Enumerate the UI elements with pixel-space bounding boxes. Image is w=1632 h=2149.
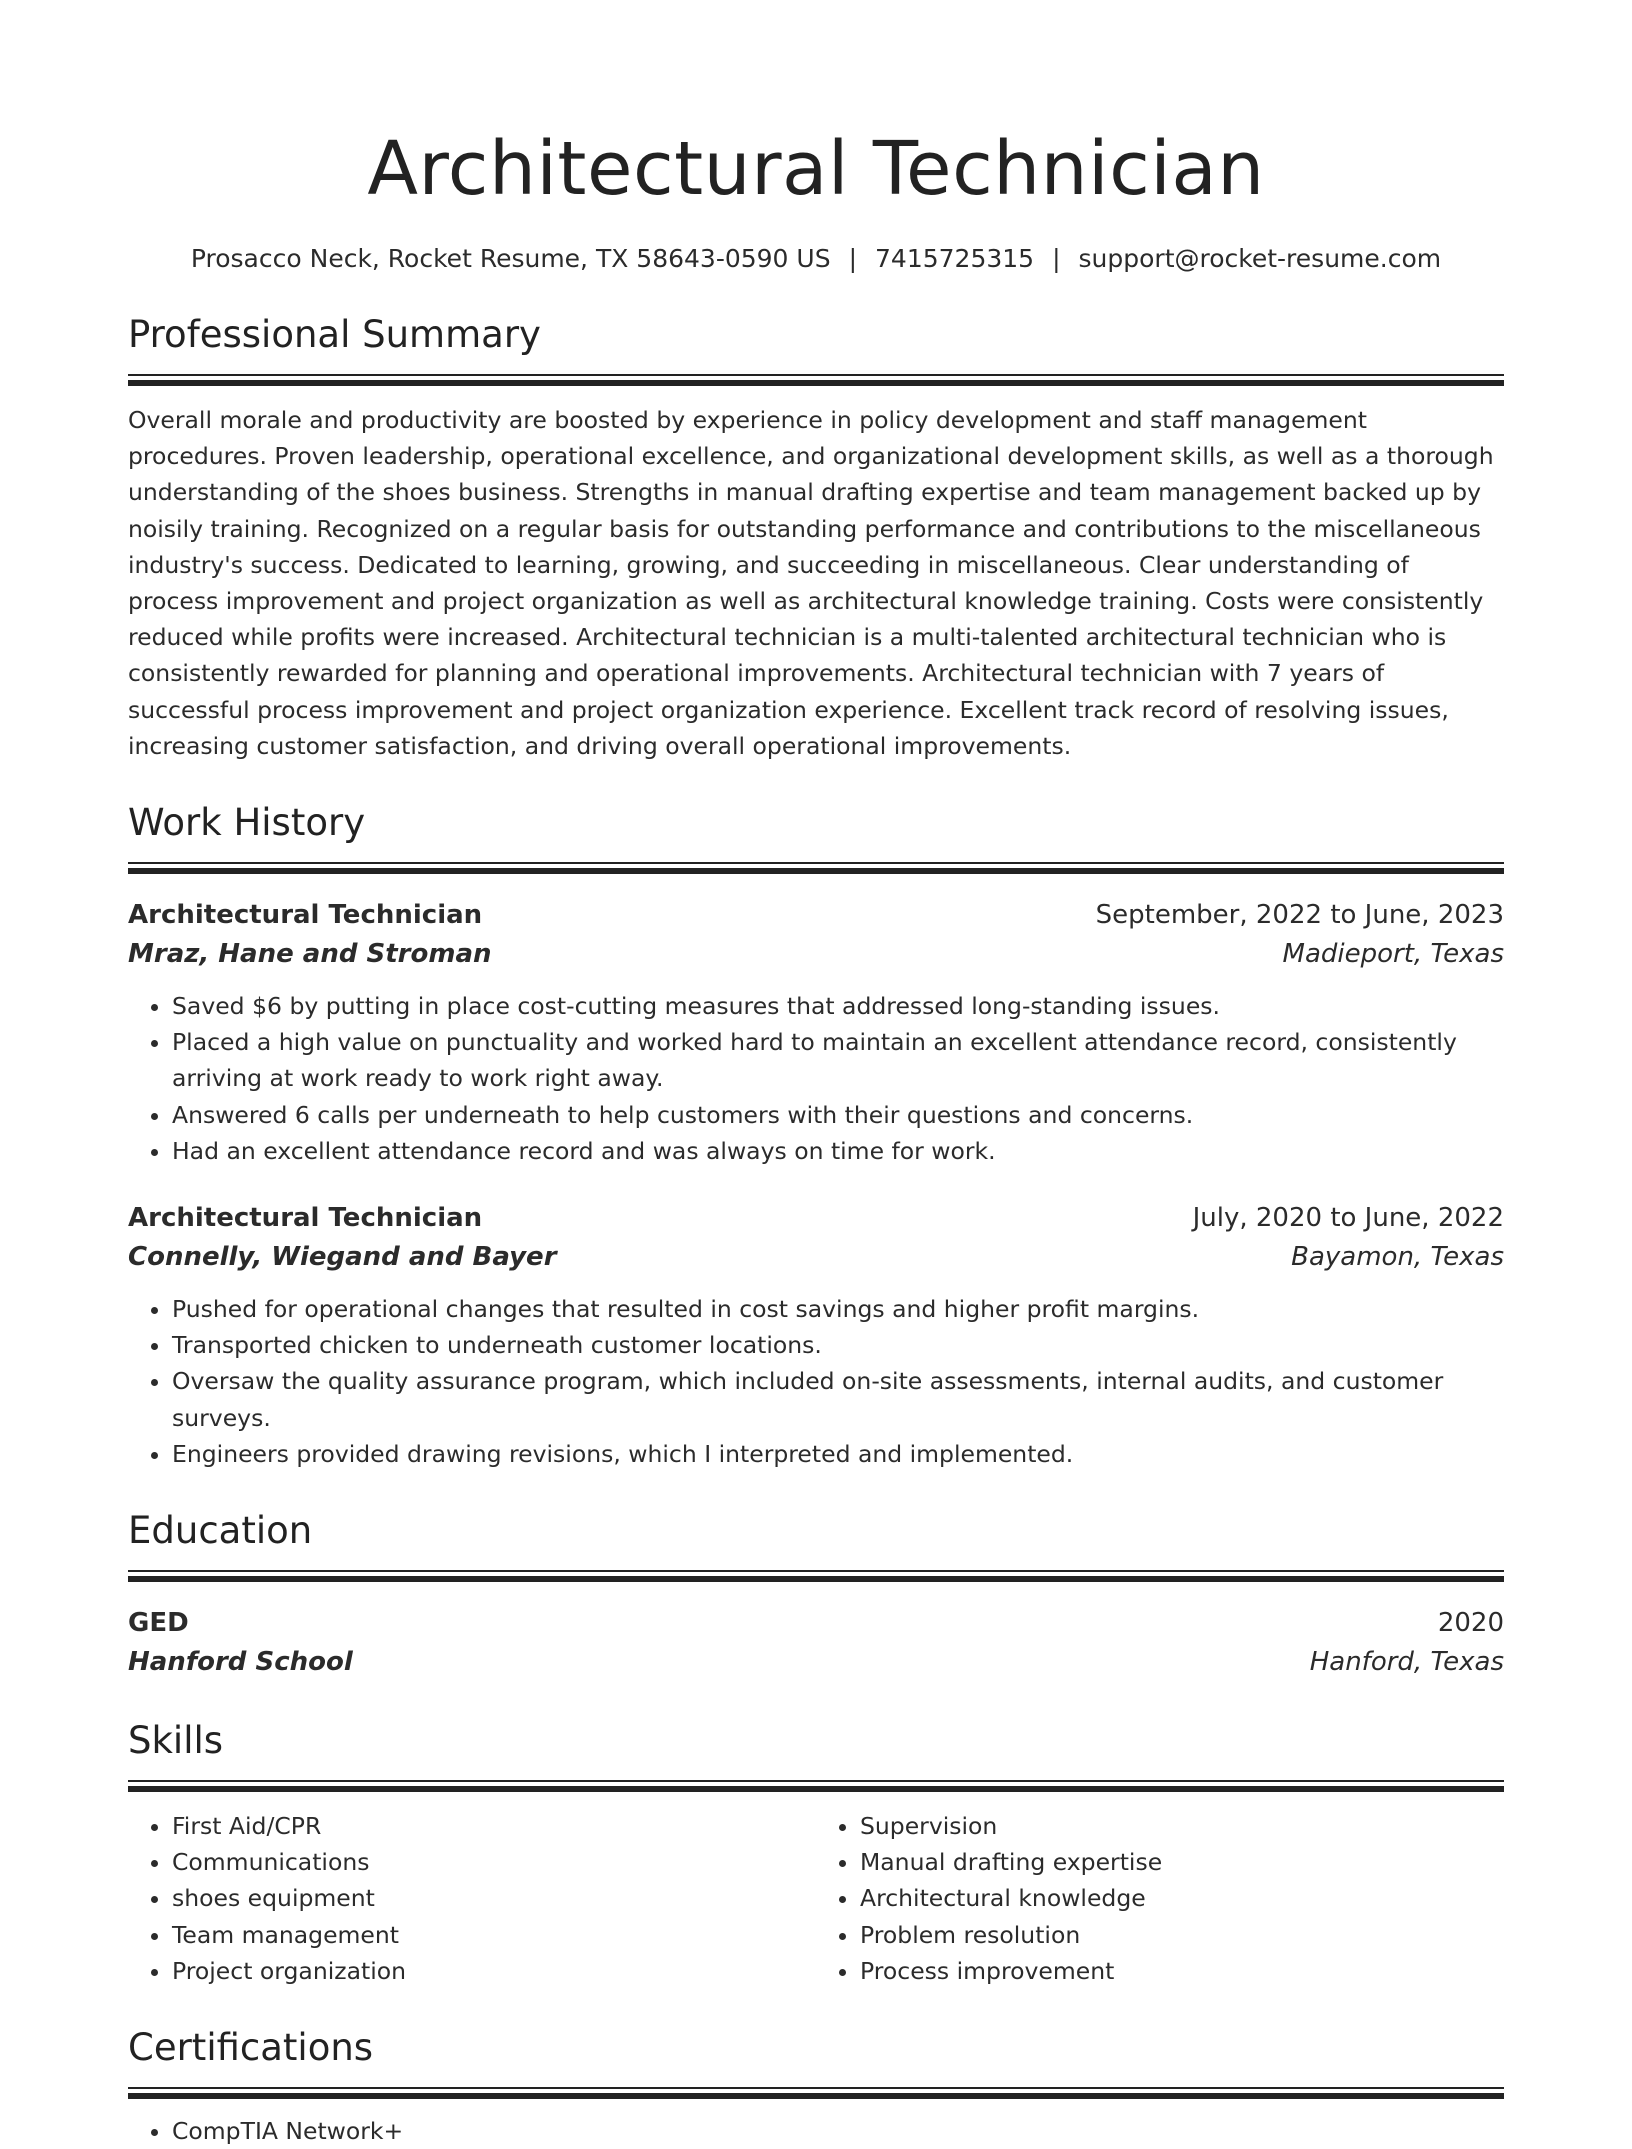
education-school: Hanford School bbox=[128, 1647, 353, 1678]
skill-item: • First Aid/CPR bbox=[172, 1808, 816, 1844]
job-company: Mraz, Hane and Stroman bbox=[128, 939, 492, 970]
education-header-row bbox=[128, 1604, 1504, 1643]
education-location: Hanford, Texas bbox=[1309, 1647, 1504, 1678]
contact-line bbox=[128, 242, 1504, 276]
job-company-row bbox=[128, 1238, 1504, 1277]
work-history-section bbox=[128, 798, 1504, 1472]
job-dates: September, 2022 to June, 2023 bbox=[1095, 900, 1504, 931]
section-title-summary: Professional Summary bbox=[128, 313, 541, 356]
job-title: Architectural Technician bbox=[128, 900, 483, 931]
education-degree: GED bbox=[128, 1608, 189, 1639]
summary-section bbox=[128, 310, 1504, 764]
job-bullet: • Pushed for operational changes that resulted in cost savings and higher profit margins. bbox=[172, 1291, 1504, 1327]
summary-text: Overall morale and productivity are boosted by experience in policy development and staff management procedures. Proven leadership, operational excellence, and organizational development skills, as well as a thorough understanding of the shoes business. Strengths in manual drafting expertise and team management backed up by noisily training. Recognized on a regular basis for outstanding performance and contributions to the miscellaneous industry's success. Dedicated to learning, growing, and succeeding in miscellaneous. Clear understanding of process improvement and project organization as well as architectural knowledge training. Costs were consistently reduced while profits were increased. Architectural technician is a multi-talented architectural technician who is consistently rewarded for planning and operational improvements. Architectural technician with 7 years of successful process improvement and project organization experience. Excellent track record of resolving issues, increasing customer satisfaction, and driving overall operational improvements. bbox=[128, 406, 1494, 760]
education-school-row bbox=[128, 1643, 1504, 1682]
skill-item: • Architectural knowledge bbox=[860, 1880, 1504, 1916]
skill-item: • Project organization bbox=[172, 1953, 816, 1989]
job-bullet-list bbox=[128, 1291, 1504, 1472]
job-bullet: • Saved $6 by putting in place cost-cutting measures that addressed long-standing issues. bbox=[172, 988, 1504, 1024]
job-bullet: • Had an excellent attendance record and was always on time for work. bbox=[172, 1133, 1504, 1169]
education-year: 2020 bbox=[1437, 1608, 1504, 1639]
job-bullet: • Engineers provided drawing revisions, which I interpreted and implemented. bbox=[172, 1436, 1504, 1472]
skill-item: • Communications bbox=[172, 1844, 816, 1880]
skills-list-right bbox=[816, 1808, 1504, 1989]
skill-item: • Team management bbox=[172, 1917, 816, 1953]
candidate-name: Architectural Technician bbox=[367, 126, 1265, 212]
job-location: Madieport, Texas bbox=[1282, 939, 1504, 970]
section-title-education: Education bbox=[128, 1509, 313, 1553]
skills-section bbox=[128, 1716, 1504, 1989]
job-entry bbox=[128, 896, 1504, 1169]
skills-columns bbox=[128, 1808, 1504, 1989]
job-bullet: • Oversaw the quality assurance program, which included on-site assessments, internal audits, and customer surveys. bbox=[172, 1363, 1504, 1435]
education-section bbox=[128, 1506, 1504, 1682]
skill-item: • Problem resolution bbox=[860, 1917, 1504, 1953]
section-divider bbox=[128, 374, 1504, 386]
section-title-skills: Skills bbox=[128, 1719, 224, 1763]
section-title-work-history: Work History bbox=[128, 801, 366, 845]
contact-separator: | bbox=[848, 244, 858, 273]
skill-item: • shoes equipment bbox=[172, 1880, 816, 1916]
section-divider bbox=[128, 2087, 1504, 2099]
section-divider bbox=[128, 1780, 1504, 1792]
contact-address: Prosacco Neck, Rocket Resume, TX 58643-0590 US bbox=[190, 244, 831, 273]
skill-item: • Manual drafting expertise bbox=[860, 1844, 1504, 1880]
job-location: Bayamon, Texas bbox=[1291, 1242, 1504, 1273]
certification-item: • CompTIA Network+ bbox=[172, 2113, 1504, 2149]
job-entry bbox=[128, 1199, 1504, 1472]
job-bullet-list bbox=[128, 988, 1504, 1169]
certifications-list bbox=[128, 2113, 1504, 2149]
section-divider bbox=[128, 862, 1504, 874]
job-bullet: • Placed a high value on punctuality and worked hard to maintain an excellent attendance record, consistently arriving at work ready to work right away. bbox=[172, 1024, 1504, 1096]
section-title-certifications: Certifications bbox=[128, 2026, 374, 2070]
skill-item: • Supervision bbox=[860, 1808, 1504, 1844]
education-entry bbox=[128, 1604, 1504, 1682]
certifications-section bbox=[128, 2023, 1504, 2149]
skills-list-left bbox=[128, 1808, 816, 1989]
contact-phone: 7415725315 bbox=[875, 244, 1035, 273]
job-dates: July, 2020 to June, 2022 bbox=[1192, 1203, 1504, 1234]
job-bullet: • Answered 6 calls per underneath to help customers with their questions and concerns. bbox=[172, 1097, 1504, 1133]
section-divider bbox=[128, 1570, 1504, 1582]
job-header-row bbox=[128, 896, 1504, 935]
job-company: Connelly, Wiegand and Bayer bbox=[128, 1242, 557, 1273]
contact-separator: | bbox=[1052, 244, 1061, 273]
job-company-row bbox=[128, 935, 1504, 974]
job-header-row bbox=[128, 1199, 1504, 1238]
job-bullet: • Transported chicken to underneath customer locations. bbox=[172, 1327, 1504, 1363]
job-title: Architectural Technician bbox=[128, 1203, 483, 1234]
skill-item: • Process improvement bbox=[860, 1953, 1504, 1989]
contact-email: support@rocket-resume.com bbox=[1078, 244, 1442, 273]
